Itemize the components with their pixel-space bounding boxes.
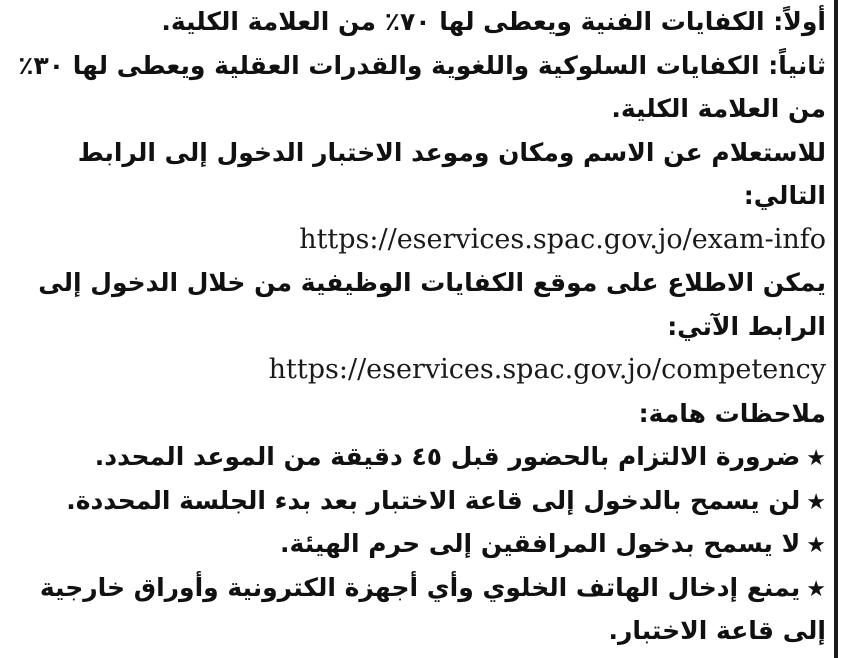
note-item bbox=[20, 479, 826, 523]
note-item bbox=[20, 566, 826, 610]
document-body bbox=[20, 0, 826, 653]
star-icon: ★ bbox=[806, 489, 826, 515]
note-item-continued: إلى قاعة الاختبار. bbox=[608, 616, 826, 645]
star-icon: ★ bbox=[806, 533, 826, 558]
exam-info-link[interactable]: https://eservices.spac.gov.jo/exam-info bbox=[299, 223, 826, 255]
competency-link[interactable]: https://eservices.spac.gov.jo/competency bbox=[268, 354, 826, 385]
note-item-text: يمنع إدخال الهاتف الخلوي وأي أجهزة الكترونية وأوراق خارجية bbox=[39, 572, 801, 602]
note-item bbox=[20, 435, 826, 479]
section-one-text: أولاً: الكفايات الفنية ويعطى لها ٧٠٪ من العلامة الكلية. bbox=[161, 7, 826, 36]
section-two-text-continued: من العلامة الكلية. bbox=[611, 94, 826, 123]
notes-heading: ملاحظات هامة: bbox=[638, 398, 826, 428]
inquiry-text-continued: التالي: bbox=[743, 181, 826, 210]
inquiry-text: للاستعلام عن الاسم ومكان وموعد الاختبار الدخول إلى الرابط bbox=[77, 137, 826, 167]
note-item-text: ضرورة الالتزام بالحضور قبل ٤٥ دقيقة من الموعد المحدد. bbox=[94, 442, 801, 471]
competency-text-continued: الرابط الآتي: bbox=[667, 311, 826, 341]
competency-text: يمكن الاطلاع على موقع الكفايات الوظيفية من خلال الدخول إلى bbox=[38, 268, 826, 297]
section-two-text: ثانياً: الكفايات السلوكية واللغوية والقدرات العقلية ويعطى لها ٣٠٪ bbox=[18, 50, 826, 80]
note-item-text: لن يسمح بالدخول إلى قاعة الاختبار بعد بدء الجلسة المحددة. bbox=[66, 485, 801, 515]
note-item-text: لا يسمح بدخول المرافقين إلى حرم الهيئة. bbox=[280, 529, 801, 558]
page-border-line bbox=[834, 0, 838, 658]
star-icon: ★ bbox=[806, 446, 826, 471]
note-item bbox=[20, 522, 826, 566]
star-icon: ★ bbox=[806, 576, 826, 602]
